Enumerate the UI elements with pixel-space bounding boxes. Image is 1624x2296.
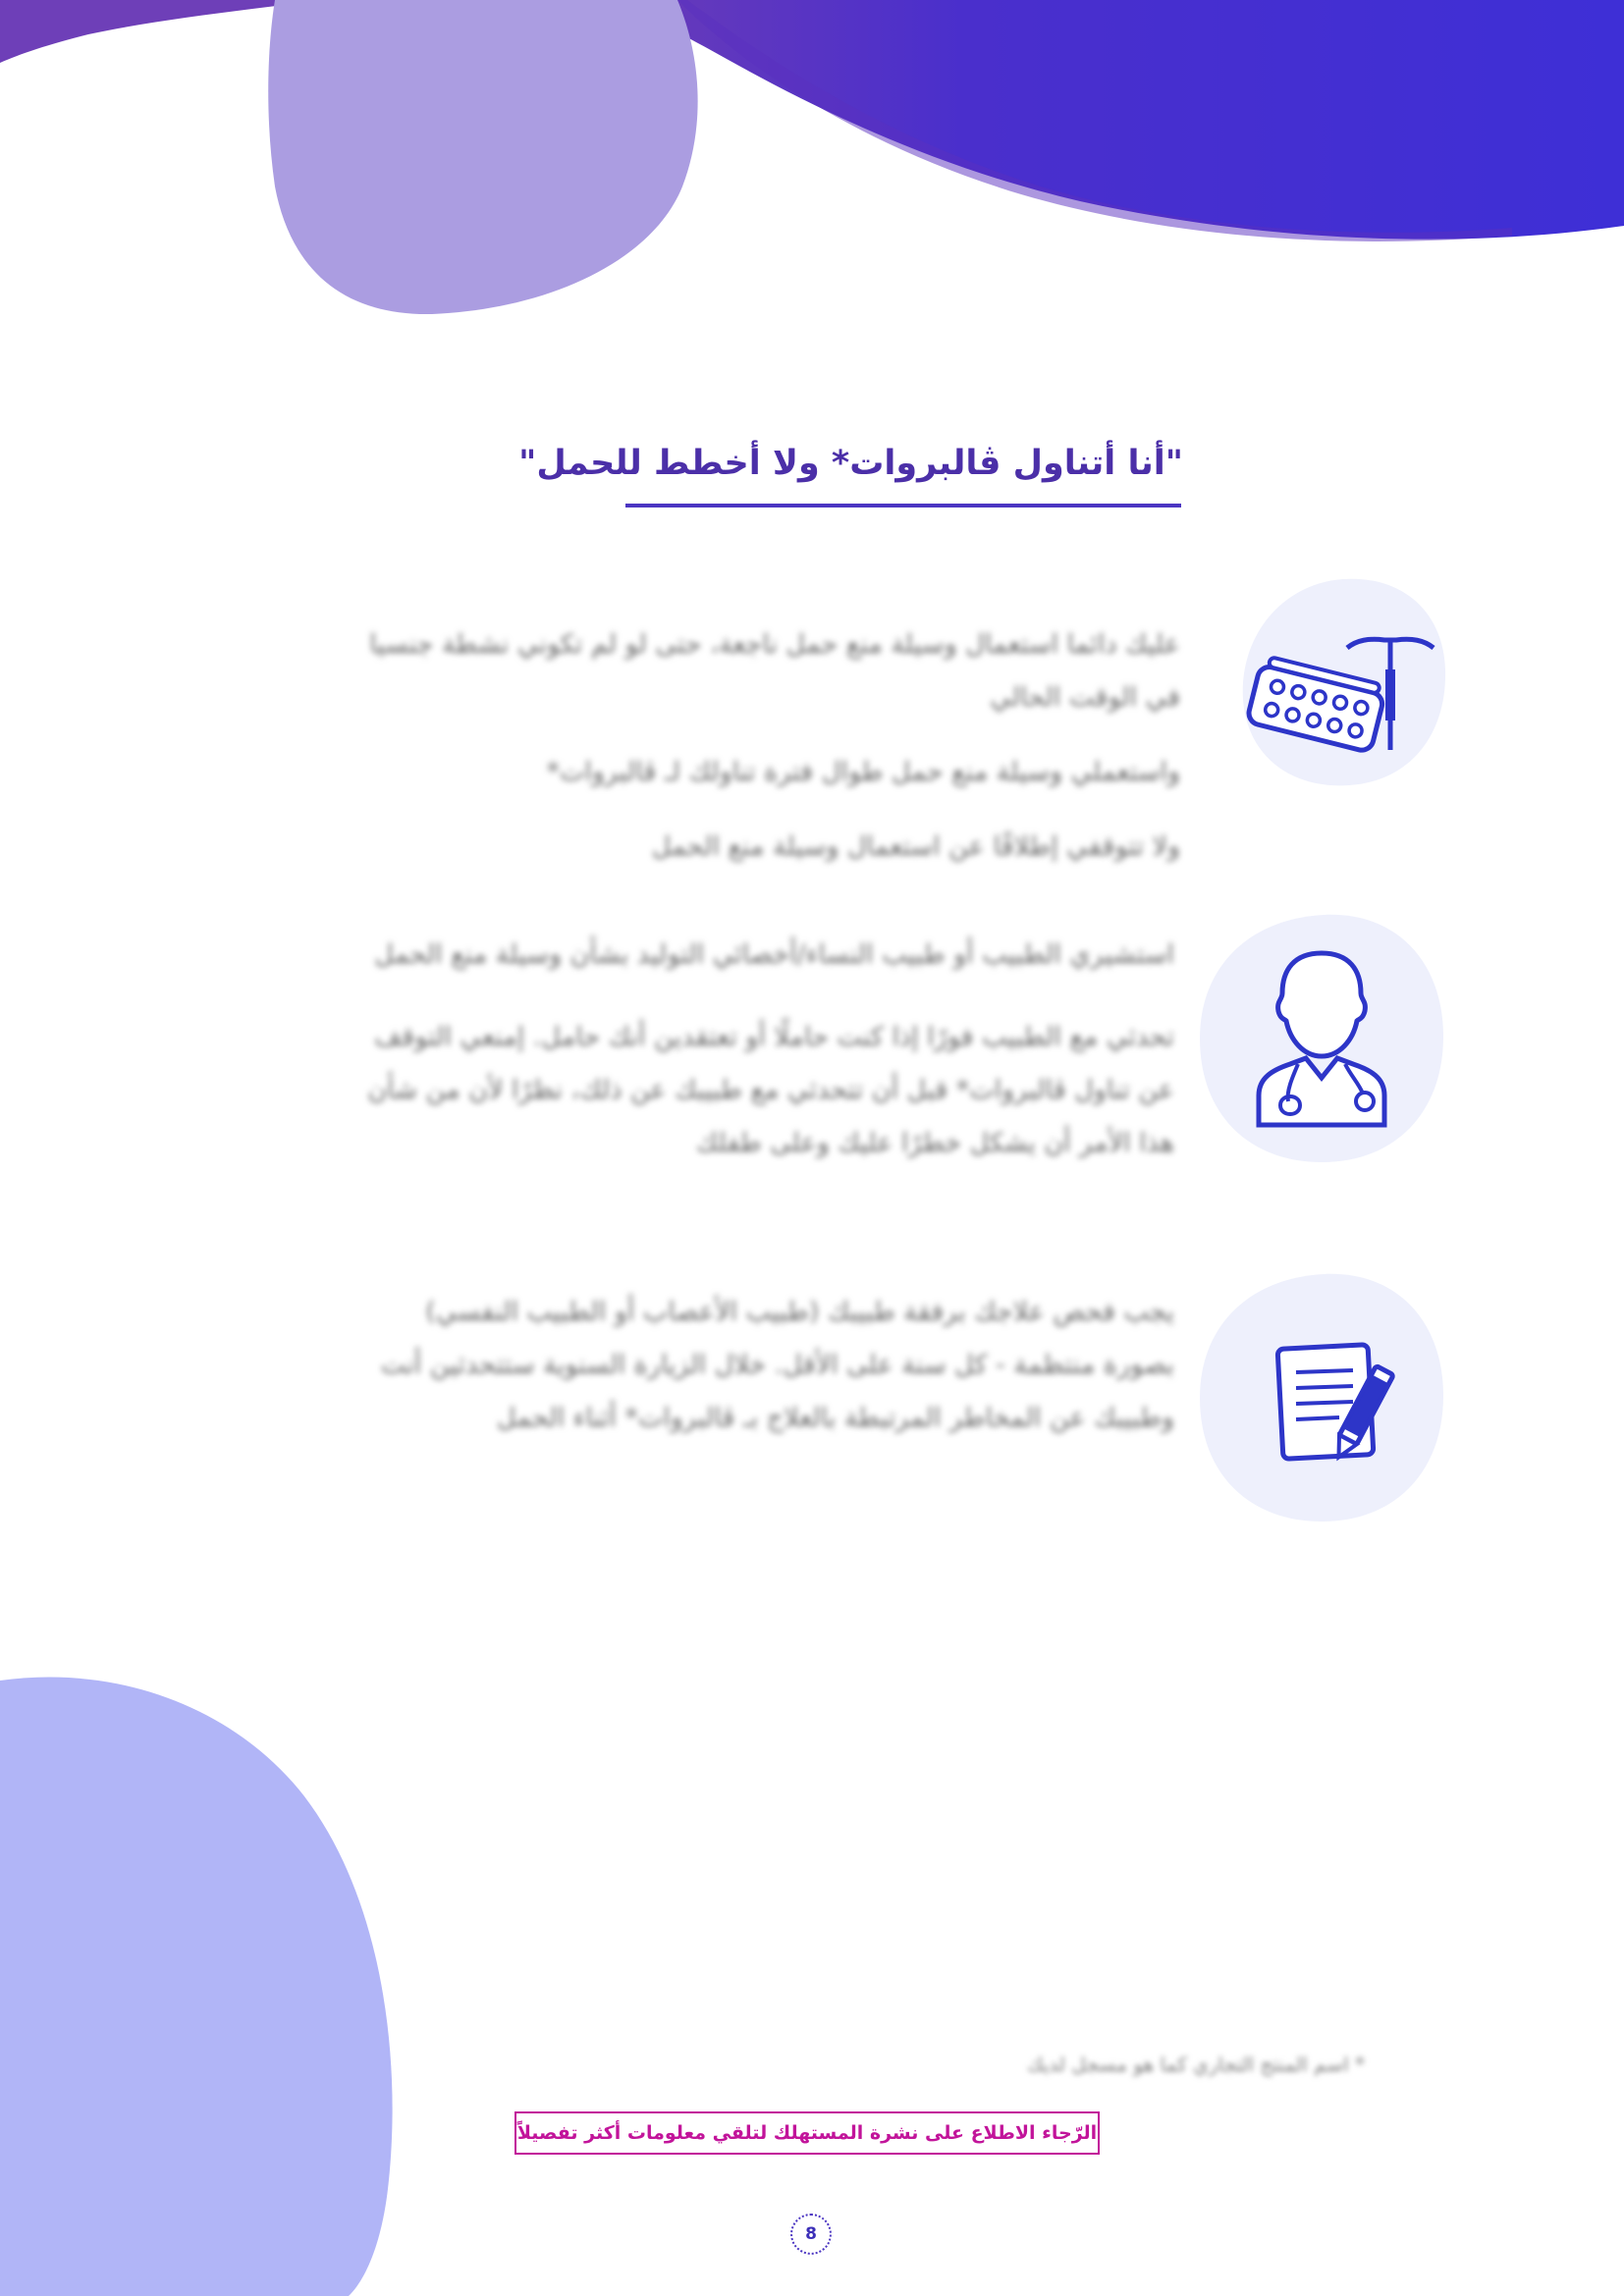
paragraph: عليك دائما استعمال وسيلة منع حمل ناجعة، حتى لو لم تكوني نشطة جنسيا في الوقت الحالي (369, 629, 1180, 713)
bullet-item: ولا تتوقفي إطلاقًا عن استعمال وسيلة منع الحمل (651, 831, 1180, 862)
checklist-notes-icon (1196, 1268, 1447, 1525)
periwinkle-blob-shape (0, 1677, 393, 2296)
page-number: 8 (790, 2214, 832, 2255)
leaflet-notice-text: الرّجاء الاطلاع على نشرة المستهلك لتلقي معلومات أكثر تفصيلاً (516, 2122, 1098, 2144)
lavender-blob-shape (268, 0, 697, 314)
section-contraception-text (344, 618, 1180, 895)
top-wave-shape (609, 0, 1624, 240)
footnote: * اسم المنتج التجاري كما هو مسجل لديك (1026, 2053, 1365, 2076)
doctor-icon (1196, 909, 1447, 1166)
paragraph: استشيري الطبيب أو طبيب النساء/أخصائي التوليد بشأن وسيلة منع الحمل (374, 939, 1174, 970)
page-title: "أنا أتناول ڤالبروات* ولا أخطط للحمل" (518, 444, 1183, 483)
paragraph: يجب فحص علاجك برفقة طبيبك (طبيب الأعصاب أو الطبيب النفسي) بصورة منتظمة - كل سنة على الأقل. خلال الزيارة السنوية ستتحدثين أنت وطبيبك عن المخاطر المرتبطة بالعلاج بـ ڤالبروات* أثناء الحمل (380, 1297, 1174, 1433)
title-underline (625, 504, 1181, 507)
contraceptive-pills-iud-icon (1239, 571, 1447, 789)
section-doctor-text (353, 929, 1174, 1192)
paragraph: تحدثي مع الطبيب فورًا إذا كنت حاملًا أو تعتقدين أنك حامل. إمنعي التوقف عن تناول ڤالبروات* قبل أن تتحدثي مع طبيبك عن ذلك، نظرًا لأن من شأن هذا الأمر أن يشكل خطرًا عليك وعلى طفلك (367, 1022, 1174, 1158)
leaflet-notice-box (514, 2111, 1100, 2155)
bullet-item: واستعملي وسيلة منع حمل طوال فترة تناولك لـ ڤالبروات* (546, 757, 1180, 787)
section-followup-text (350, 1286, 1174, 1467)
